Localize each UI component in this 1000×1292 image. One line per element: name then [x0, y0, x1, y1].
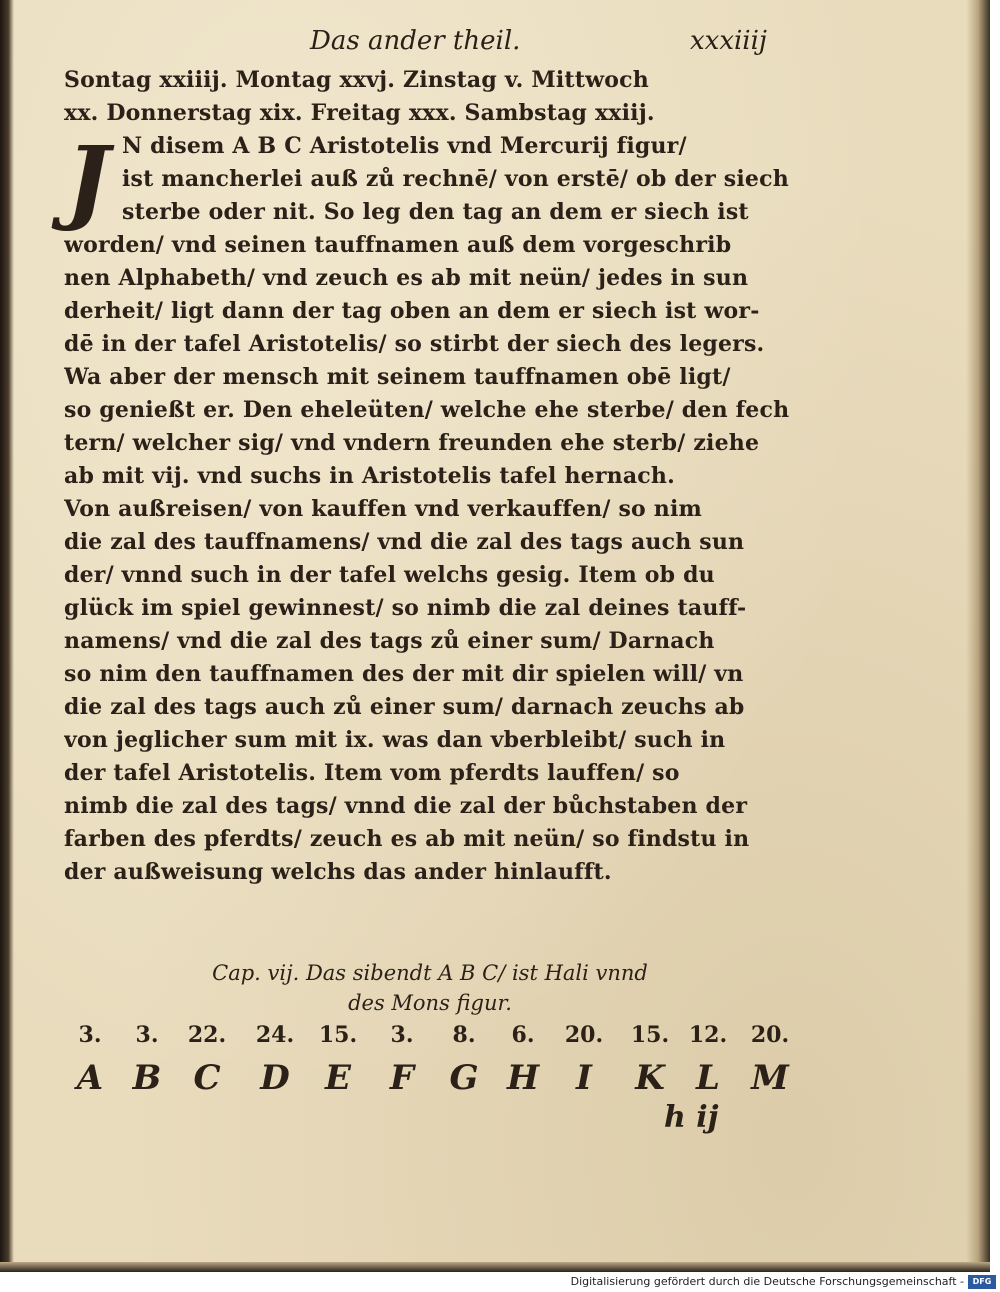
letter-cell: D [260, 1058, 290, 1098]
alphabet-number-row [60, 1022, 800, 1062]
text-line: die zal des tags auch zů einer sum/ darnach zeuchs ab [64, 694, 745, 720]
text-line: der tafel Aristotelis. Item vom pferdts lauffen/ so [64, 760, 680, 786]
dfg-logo: DFG [968, 1275, 996, 1289]
text-line: ist mancherlei auß zů rechnē/ von erstē/ ob der siech [122, 166, 789, 192]
text-line: derheit/ ligt dann der tag oben an dem er siech ist wor- [64, 298, 760, 324]
letter-cell: B [132, 1058, 162, 1098]
letter-cell: K [635, 1058, 665, 1098]
number-cell: 3. [390, 1022, 414, 1048]
body-text [64, 64, 804, 889]
letter-cell: C [193, 1058, 221, 1098]
text-line: Wa aber der mensch mit seinem tauffnamen obē ligt/ [64, 364, 731, 390]
text-line: sterbe oder nit. So leg den tag an dem er siech ist [122, 199, 749, 225]
number-cell: 6. [511, 1022, 535, 1048]
text-line: farben des pferdts/ zeuch es ab mit neün/ so findstu in [64, 826, 750, 852]
number-cell: 22. [187, 1022, 227, 1048]
text-line: ab mit vij. vnd suchs in Aristotelis tafel hernach. [64, 463, 675, 489]
number-cell: 3. [135, 1022, 159, 1048]
text-line: von jeglicher sum mit ix. was dan vberbleibt/ such in [64, 727, 726, 753]
text-line: glück im spiel gewinnest/ so nimb die zal deines tauff- [64, 595, 747, 621]
letter-cell: M [751, 1058, 789, 1098]
letter-cell: A [76, 1058, 104, 1098]
drop-capital: J [66, 126, 110, 234]
letter-cell: F [389, 1058, 415, 1098]
text-line: so nim den tauffnamen des der mit dir spielen will/ vn [64, 661, 744, 687]
text-line: der/ vnnd such in der tafel welchs gesig. Item ob du [64, 562, 715, 588]
page-edge-right [966, 0, 990, 1272]
number-cell: 20. [564, 1022, 604, 1048]
text-line: dē in der tafel Aristotelis/ so stirbt der siech des legers. [64, 331, 765, 357]
text-line: tern/ welcher sig/ vnd vndern freunden ehe sterb/ ziehe [64, 430, 760, 456]
chapter-heading [170, 958, 690, 1018]
chapter-heading-line: des Mons figur. [348, 991, 512, 1015]
text-line: Von außreisen/ von kauffen vnd verkauffen/ so nim [64, 496, 702, 522]
letter-cell: L [696, 1058, 720, 1098]
text-line: xx. Donnerstag xix. Freitag xxx. Sambstag xxiij. [64, 100, 655, 126]
extra-letters: h ij [664, 1100, 719, 1135]
funding-notice: Digitalisierung gefördert durch die Deutsche Forschungsgemeinschaft - [570, 1275, 964, 1288]
running-header: Das ander theil. [310, 26, 521, 56]
number-cell: 20. [750, 1022, 790, 1048]
letter-cell: E [325, 1058, 351, 1098]
chapter-heading-line: Cap. vij. Das sibendt A B C/ ist Hali vnnd [212, 961, 648, 985]
number-cell: 12. [688, 1022, 728, 1048]
text-line: worden/ vnd seinen tauffnamen auß dem vorgeschrib [64, 232, 732, 258]
letter-cell: H [506, 1058, 540, 1098]
number-cell: 24. [255, 1022, 295, 1048]
number-cell: 3. [78, 1022, 102, 1048]
number-cell: 15. [318, 1022, 358, 1048]
text-line: Sontag xxiiij. Montag xxvj. Zinstag v. Mittwoch [64, 67, 649, 93]
text-line: namens/ vnd die zal des tags zů einer sum/ Darnach [64, 628, 715, 654]
number-cell: 15. [630, 1022, 670, 1048]
text-line: der außweisung welchs das ander hinlaufft. [64, 859, 612, 885]
text-line: nimb die zal des tags/ vnnd die zal der bůchstaben der [64, 793, 748, 819]
folio-number: xxxiiij [690, 26, 767, 56]
page-edge-bottom [0, 1262, 990, 1272]
number-cell: 8. [452, 1022, 476, 1048]
text-line: nen Alphabeth/ vnd zeuch es ab mit neün/ jedes in sun [64, 265, 749, 291]
letter-cell: G [449, 1058, 479, 1098]
text-line: die zal des tauffnamens/ vnd die zal des tags auch sun [64, 529, 745, 555]
alphabet-letter-row [60, 1058, 800, 1098]
letter-cell: I [576, 1058, 592, 1098]
page-edge-left [0, 0, 14, 1272]
footer-bar [0, 1272, 1000, 1292]
text-line: N disem A B C Aristotelis vnd Mercurij figur/ [122, 133, 687, 159]
text-line: so genießt er. Den eheleüten/ welche ehe sterbe/ den fech [64, 397, 790, 423]
